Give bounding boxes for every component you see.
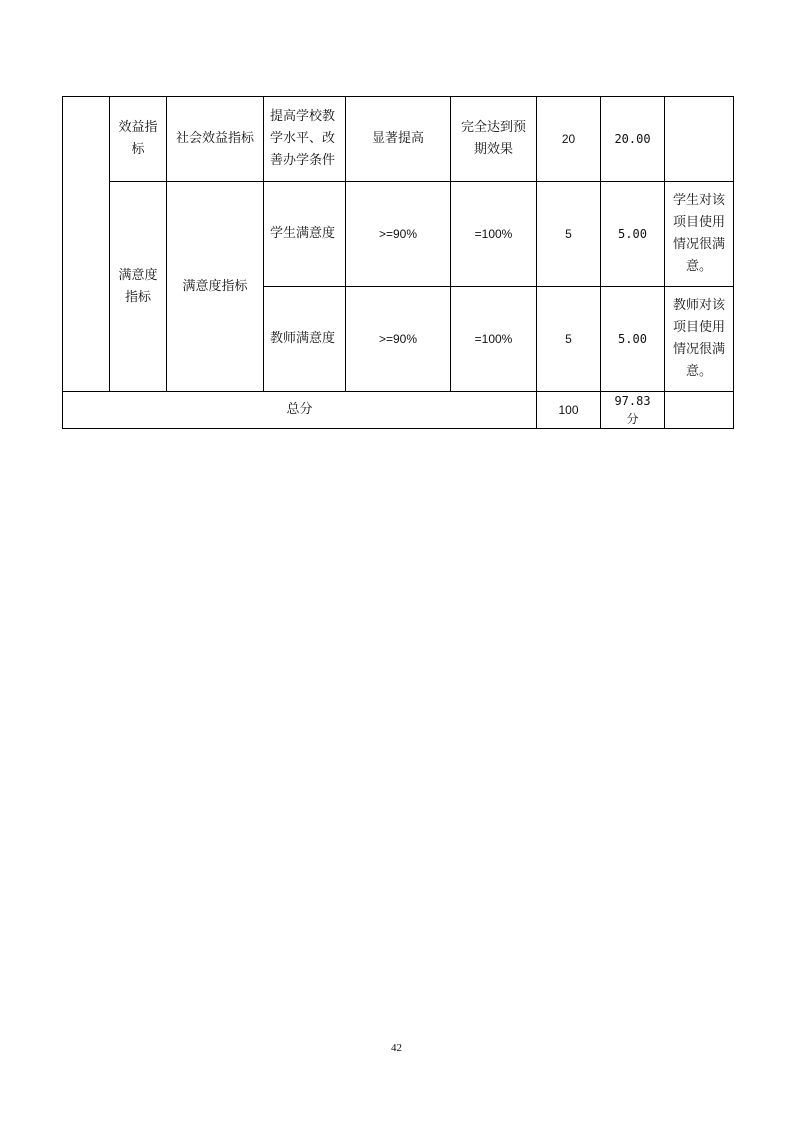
total-weight: 100 [537, 392, 601, 429]
actual-cell: =100% [451, 287, 537, 392]
target-cell: 显著提高 [346, 97, 451, 182]
level2-cell: 满意度指标 [110, 182, 167, 392]
weight-cell: 20 [537, 97, 601, 182]
actual-cell: =100% [451, 182, 537, 287]
remark-cell: 教师对该项目使用情况很满意。 [665, 287, 734, 392]
total-row [63, 392, 734, 429]
level2-cell: 效益指标 [110, 97, 167, 182]
score-cell: 5.00 [601, 182, 665, 287]
indicator-cell: 学生满意度 [264, 182, 346, 287]
remark-cell: 学生对该项目使用情况很满意。 [665, 182, 734, 287]
remark-cell [665, 97, 734, 182]
level3-cell: 社会效益指标 [167, 97, 264, 182]
target-cell: >=90% [346, 182, 451, 287]
indicator-cell: 教师满意度 [264, 287, 346, 392]
total-label: 总分 [63, 392, 537, 429]
target-cell: >=90% [346, 287, 451, 392]
total-remark [665, 392, 734, 429]
page-number: 42 [391, 1042, 402, 1054]
table-row [63, 182, 734, 287]
weight-cell: 5 [537, 182, 601, 287]
performance-table [62, 96, 734, 429]
total-score: 97.83 分 [601, 392, 665, 429]
level3-cell: 满意度指标 [167, 182, 264, 392]
table-row [63, 97, 734, 182]
score-cell: 20.00 [601, 97, 665, 182]
score-cell: 5.00 [601, 287, 665, 392]
level1-cell [63, 97, 110, 392]
actual-cell: 完全达到预期效果 [451, 97, 537, 182]
indicator-cell: 提高学校教学水平、改善办学条件 [264, 97, 346, 182]
weight-cell: 5 [537, 287, 601, 392]
